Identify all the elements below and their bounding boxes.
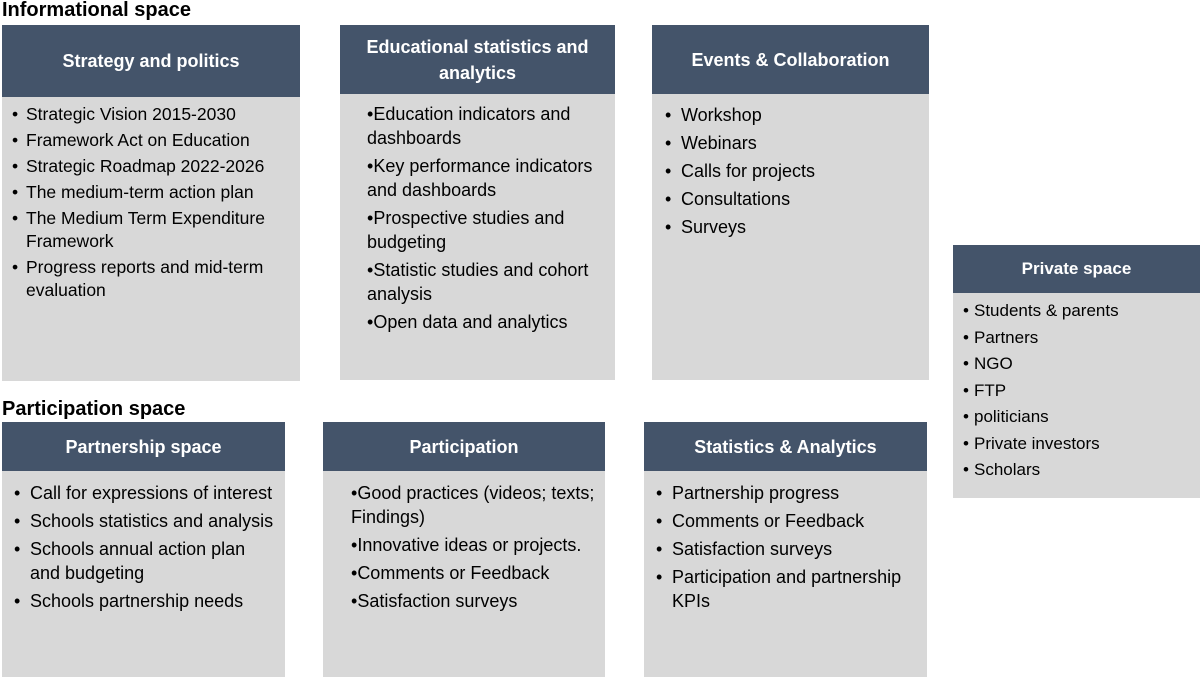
list-item: • Consultations xyxy=(665,187,921,211)
educational-statistics-list xyxy=(367,102,607,334)
statistics-analytics-list xyxy=(656,481,921,613)
card-title: Private space xyxy=(1021,259,1132,278)
card-partnership-space xyxy=(2,422,285,677)
card-private-space xyxy=(953,245,1200,498)
card-title: Strategy and politics xyxy=(62,51,240,71)
list-item: • Schools statistics and analysis xyxy=(14,509,279,533)
list-item: • politicians xyxy=(963,406,1194,428)
list-item: • Schools annual action plan and budgeting xyxy=(14,537,279,585)
list-item: • Framework Act on Education xyxy=(12,129,294,152)
list-item: • Good practices (videos; texts; Findings) xyxy=(351,481,597,529)
list-item: • Students & parents xyxy=(963,300,1194,322)
list-item: • Comments or Feedback xyxy=(351,561,597,585)
card-participation xyxy=(323,422,605,677)
participation-list xyxy=(351,481,597,613)
participation-space-title: Participation space xyxy=(2,398,186,420)
list-item: • The Medium Term Expenditure Framework xyxy=(12,207,294,253)
list-item: • Statistic studies and cohort analysis xyxy=(367,258,607,306)
card-participation-header xyxy=(323,422,605,471)
card-title: Partnership space xyxy=(65,436,222,457)
list-item: • The medium-term action plan xyxy=(12,181,294,204)
list-item: • Satisfaction surveys xyxy=(656,537,921,561)
card-events-collaboration xyxy=(652,25,929,380)
card-educational-statistics-header xyxy=(340,25,615,94)
card-events-collaboration-header xyxy=(652,25,929,94)
card-title: Events & Collaboration xyxy=(691,49,890,70)
informational-space-title: Informational space xyxy=(2,0,191,21)
card-partnership-space-header xyxy=(2,422,285,471)
list-item: • Key performance indicators and dashboards xyxy=(367,154,607,202)
list-item: • Private investors xyxy=(963,433,1194,455)
card-title: Statistics & Analytics xyxy=(694,436,877,457)
list-item: • Schools partnership needs xyxy=(14,589,279,613)
events-list xyxy=(665,103,921,239)
strategy-list xyxy=(12,103,294,302)
list-item: • Progress reports and mid-term evaluation xyxy=(12,256,294,302)
card-strategy-and-politics xyxy=(2,25,300,381)
list-item: • Satisfaction surveys xyxy=(351,589,597,613)
list-item: • Scholars xyxy=(963,459,1194,481)
card-private-space-header xyxy=(953,245,1200,293)
list-item: • NGO xyxy=(963,353,1194,375)
card-statistics-analytics xyxy=(644,422,927,677)
list-item: • Webinars xyxy=(665,131,921,155)
list-item: • FTP xyxy=(963,380,1194,402)
list-item: • Prospective studies and budgeting xyxy=(367,206,607,254)
card-strategy-and-politics-header xyxy=(2,25,300,97)
list-item: • Open data and analytics xyxy=(367,310,607,334)
list-item: • Calls for projects xyxy=(665,159,921,183)
list-item: • Comments or Feedback xyxy=(656,509,921,533)
list-item: • Strategic Roadmap 2022-2026 xyxy=(12,155,294,178)
list-item: • Surveys xyxy=(665,215,921,239)
list-item: • Call for expressions of interest xyxy=(14,481,279,505)
card-educational-statistics xyxy=(340,25,615,380)
partnership-list xyxy=(14,481,279,613)
list-item: • Partners xyxy=(963,327,1194,349)
card-title: Educational statistics and analytics xyxy=(366,36,589,83)
list-item: • Partnership progress xyxy=(656,481,921,505)
list-item: • Workshop xyxy=(665,103,921,127)
private-space-list xyxy=(963,300,1194,481)
card-title: Participation xyxy=(409,436,519,457)
card-statistics-analytics-header xyxy=(644,422,927,471)
list-item: • Strategic Vision 2015-2030 xyxy=(12,103,294,126)
list-item: • Education indicators and dashboards xyxy=(367,102,607,150)
list-item: • Participation and partnership KPIs xyxy=(656,565,921,613)
list-item: • Innovative ideas or projects. xyxy=(351,533,597,557)
